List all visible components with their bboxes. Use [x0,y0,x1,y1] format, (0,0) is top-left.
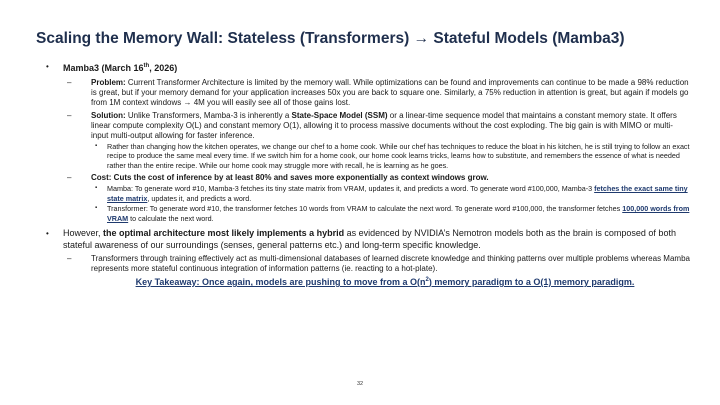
key-takeaway: Key Takeaway: Once again, models are pushing to move from a $O(n^2)$ memory paradigm to a O(1) memory paradigm. [135,277,635,287]
mamba-state-link[interactable]: fetches the exact same tiny state matrix [107,184,688,203]
slide-body [40,61,690,287]
bullet-cost: – Cost: Cuts the cost of inference by at least 80% and saves more exponentially as context windows grow. [67,173,489,182]
ssm-term: State-Space Model (SSM) [291,110,388,120]
bullet-transformer-example: ▪ Transformer: To generate word #10, the transformer fetches 10 words from VRAM to calculate the next word. To generate word #100,000, the transformer fetches 100,000 words from VRAM to calculate the next word. [95,204,690,223]
page-number: 32 [356,381,364,387]
bullet-hybrid: • However, the optimal architecture most likely implements a hybrid as evidenced by NVIDIA’s Nemotron models both as the brain is composed of both stateful awareness of our surroundings (senses, general patterns etc.) and long-term specific knowledge. [46,228,676,250]
transformer-vram-link[interactable]: 100,000 words from VRAM [107,204,690,223]
slide-title: Scaling the Memory Wall: Stateless (Transformers) → Stateful Models (Mamba3) [36,30,625,47]
bullet-solution: – Solution: Unlike Transformers, Mamba-3 is inherently a State-Space Model (SSM) or a linear-time sequence model that maintains a constant memory state. It offers linear compute complexity O(L) and constant memory O(1), allowing it to process massive documents without the cost exploding. The big gain is with MIMO or multi-input multi-output allowing for faster inference. [67,110,677,140]
bullet-marker: • [46,62,49,71]
mamba3-heading: Mamba3 (March 16 [63,63,144,73]
cost-label: Cost: [91,173,112,182]
analogy-text: Rather than changing how the kitchen operates, we change our chef to a home cook. While our chef has techniques to reduce the bloat in his kitchen, he is still trying to follow an exact recipe to produce the same meal every time. If we switch him for a home cook, our home cook learns tricks, learns how to substitute, and remembers the essence of what is needed rather than the entire recipe. While our home cook may struggle more with recall, he is learning as he goes. [107,141,690,170]
hybrid-emphasis: the optimal architecture most likely implements a hybrid [103,228,345,238]
problem-label: Problem: [91,77,126,87]
cost-text: Cuts the cost of inference by at least 80% and saves more exponentially as context windows grow. [111,173,489,182]
problem-text: Current Transformer Architecture is limited by the memory wall. While optimizations can be found and improvements can continue to be made a 98% reduction is great, but if your memory demand for your application increases 50x you are back to square one. Similarly, a 75% reduction in attention is great, but again if models go from 1M context windows → 4M you will easily see all of those gains lost. [91,77,689,107]
solution-label: Solution: [91,110,126,120]
bullet-mamba3: • Mamba3 (March 16th, 2026) [40,61,690,75]
bullet-transformers-database: – Transformers through training effectively act as multi-dimensional databases of learned discrete knowledge and thinking patterns over multiple problems whereas Mamba represents more stateful continuous integration of information patterns (ie. reacting to a hot-plate). [67,254,690,273]
bullet-problem: – Problem: Current Transformer Architecture is limited by the memory wall. While optimizations can be found and improvements can continue to be made a 98% reduction is great, but if your memory demand for your application increases 50x you are back to square one. Similarly, a 75% reduction in attention is great, but again if models go from 1M context windows → 4M you will easily see all of those gains lost. [67,77,689,107]
transformers-database-text: Transformers through training effectively act as multi-dimensional databases of learned discrete knowledge and thinking patterns over multiple problems whereas Mamba represents more stateful continuous integration of information patterns (ie. reacting to a hot-plate). [91,254,690,273]
bullet-analogy: ▪ Rather than changing how the kitchen operates, we change our chef to a home cook. While our chef has techniques to reduce the bloat in his kitchen, he is still trying to follow an exact recipe to produce the same meal every time. If we switch him for a home cook, our home cook learns tricks, learns how to substitute, and remembers the essence of what is needed rather than the entire recipe. While our home cook may struggle more with recall, he is learning as he goes. [95,141,690,170]
bullet-mamba-example: ▪ Mamba: To generate word #10, Mamba-3 fetches its tiny state matrix from VRAM, updates it, and predicts a word. To generate word #100,000, Mamba-3 fetches the exact same tiny state matrix, updates it, and predicts a word. [95,184,688,203]
